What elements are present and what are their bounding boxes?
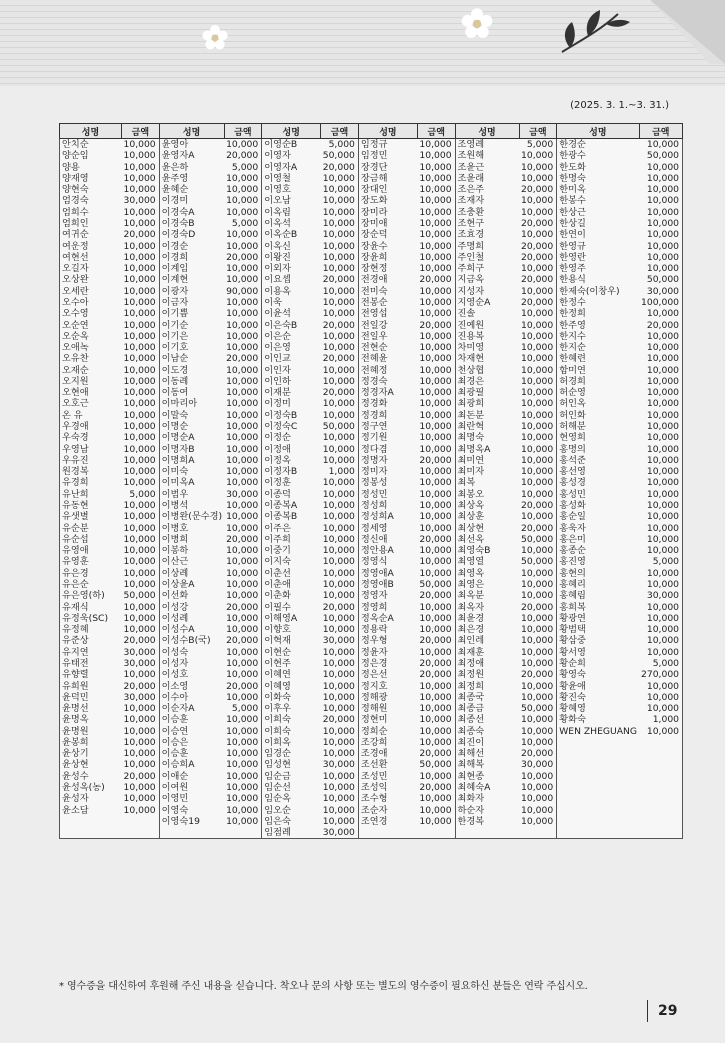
report-period: (2025. 3. 1.~3. 31.)	[570, 100, 669, 111]
header-amount: 금액	[519, 124, 557, 139]
header-name: 성명	[60, 124, 122, 139]
donor-names-col-4: 임정규 임정민 장경단 장금해 장대인 장도화 장미라 장미애 장순덕 장윤수 장윤희 장현정 전경애 전미숙 전봉순 전영섭 전일강 전일우 전현순 전혜윤 전혜정 정경숙 정경자A 정경화 정경희 정구연 정기원 정다겸 정명자 정미자 정봉성 정성민 정성희 정성희A 정세영 정신애 정안용A 정영식 정영애A 정영애B 정영자 정영희 정옥순A 정용락 정우형 정윤자 정은경 정은선 정지호 정해광 정해원 정현미 정희순 조강희 조경애 조선환 조성민 조성익 조수형 조순자 조연경	[358, 139, 417, 839]
header-amount: 금액	[417, 124, 455, 139]
donor-amounts-col-2: 10,000 20,000 5,000 10,000 10,000 10,000 10,000 5,000 10,000 10,000 20,000 10,000 10,000 90,000 10,000 10,000 10,000 10,000 10,000 20,000 10,000 10,000 10,000 10,000 10,000 10,000 10,000 10,000 10,000 10,000 10,000 30,000 10,000 10,000 10,000 20,000 10,000 10,000 10,000 10,000 10,000 20,000 10,000 10,000 20,000 10,000 10,000 10,000 20,000 10,000 5,000 10,000 10,000 10,000 10,000 10,000 10,000 10,000 10,000 10,000 10,000	[224, 139, 262, 839]
header-name: 성명	[557, 124, 639, 139]
table-body-row	[60, 139, 683, 839]
donor-amounts-col-1: 10,000 10,000 10,000 10,000 10,000 30,000 10,000 10,000 20,000 10,000 10,000 10,000 10,000 10,000 10,000 10,000 10,000 10,000 10,000 10,000 10,000 10,000 10,000 10,000 10,000 10,000 10,000 10,000 10,000 10,000 10,000 5,000 10,000 10,000 10,000 10,000 10,000 10,000 10,000 10,000 50,000 10,000 10,000 10,000 20,000 30,000 30,000 10,000 20,000 30,000 10,000 10,000 10,000 10,000 10,000 10,000 20,000 10,000 10,000 10,000	[122, 139, 160, 839]
page-number-divider	[647, 1000, 648, 1022]
header-amount: 금액	[122, 124, 160, 139]
donor-amounts-col-4: 10,000 10,000 10,000 10,000 10,000 10,000 10,000 10,000 10,000 10,000 10,000 10,000 20,000 10,000 10,000 10,000 20,000 10,000 10,000 10,000 10,000 10,000 10,000 10,000 10,000 10,000 10,000 10,000 20,000 10,000 10,000 10,000 10,000 10,000 10,000 20,000 10,000 10,000 10,000 50,000 20,000 10,000 10,000 10,000 20,000 10,000 20,000 20,000 10,000 10,000 10,000 10,000 10,000 10,000 20,000 50,000 10,000 20,000 10,000 10,000 10,000	[417, 139, 455, 839]
table-header-row	[60, 124, 683, 139]
donor-names-col-2: 윤영아 윤영자A 윤은하 윤주영 윤혜순 이경미 이경숙A 이경숙B 이경숙D 이경순 이경희 이계임 이계현 이광자 이금자 이기쁨 이기순 이기은 이기호 이남순 이도경 이동례 이동여 이마리아 이말숙 이명순 이명순A 이명자B 이명희A 이미숙 이미옥A 이범우 이병석 이병완(문수경) 이병호 이병희 이봉하 이산근 이상례 이상윤A 이선화 이성강 이성례 이성수A 이성수B(국) 이성숙 이성자 이성호 이소영 이수아 이순자A 이승훈 이승연 이승은 이승훈 이승희A 이애순 이여원 이영민 이영숙 이영숙19	[159, 139, 224, 839]
donor-amounts-col-6: 10,000 50,000 10,000 10,000 10,000 10,000 10,000 10,000 10,000 10,000 10,000 10,000 50,000 30,000 100,000 10,000 20,000 10,000 10,000 10,000 10,000 10,000 10,000 10,000 10,000 10,000 10,000 10,000 10,000 10,000 10,000 10,000 10,000 10,000 10,000 10,000 10,000 5,000 10,000 10,000 30,000 10,000 10,000 10,000 10,000 10,000 5,000 270,000 10,000 10,000 10,000 1,000 10,000	[639, 139, 683, 839]
donor-amounts-col-3: 5,000 50,000 20,000 10,000 10,000 10,000 10,000 10,000 10,000 10,000 10,000 10,000 20,000 10,000 10,000 10,000 20,000 10,000 10,000 20,000 10,000 10,000 20,000 10,000 10,000 50,000 10,000 10,000 10,000 1,000 10,000 10,000 10,000 10,000 10,000 10,000 10,000 10,000 10,000 10,000 10,000 20,000 10,000 10,000 30,000 10,000 10,000 10,000 10,000 10,000 10,000 20,000 10,000 10,000 10,000 30,000 10,000 10,000 10,000 10,000 10,000 30,000	[321, 139, 359, 839]
header-amount: 금액	[321, 124, 359, 139]
donor-table	[59, 123, 683, 839]
header-name: 성명	[159, 124, 224, 139]
header-amount: 금액	[639, 124, 683, 139]
page-number: 29	[658, 1003, 678, 1019]
page-fold-corner	[650, 0, 725, 64]
flower-icon	[201, 24, 229, 52]
donor-names-col-1: 안치순 양순임 양용 양재영 양현숙 엄경숙 엄희수 엄희인 여귀순 여운정 여현선 오길자 오상완 오세란 오수아 오수영 오순연 오순옥 오애녹 오유찬 오재순 오지원 오현애 오호근 온 유 우경애 우숙경 우영남 우유진 원경복 유경희 유난희 유동현 유샛별 유순분 유순섭 유영애 유영훈 유은경 유은순 유은영(하) 유재식 유정욱(SC) 유정혜 유준상 유지연 유태전 유향렬 유희원 윤덕민 윤명선 윤명옥 윤명원 윤봉희 윤상기 윤상현 윤성수 윤성옥(농) 윤성자 윤소담	[60, 139, 122, 839]
flower-icon-2	[460, 7, 494, 41]
footnote: * 영수증을 대신하여 후원해 주신 내용을 싣습니다. 착오나 문의 사항 또는 별도의 영수증이 필요하신 분들은 연락 주십시오.	[59, 981, 588, 992]
donor-amounts-col-5: 5,000 10,000 10,000 10,000 20,000 10,000 10,000 20,000 10,000 20,000 20,000 10,000 20,000 10,000 20,000 10,000 10,000 10,000 10,000 10,000 10,000 10,000 10,000 10,000 10,000 10,000 10,000 10,000 10,000 10,000 10,000 10,000 20,000 10,000 20,000 50,000 10,000 50,000 10,000 10,000 10,000 20,000 10,000 10,000 10,000 10,000 10,000 20,000 10,000 10,000 50,000 10,000 10,000 10,000 20,000 30,000 10,000 10,000 10,000 10,000 10,000	[519, 139, 557, 839]
header-name: 성명	[262, 124, 321, 139]
donor-names-col-6: 한경순 한광수 한도화 한명숙 한미옥 한봉수 한상근 한상길 한연이 한영규 한영란 한영주 한용식 한제숙(이창우) 한정수 한정희 한주영 한지수 한지순 한혜련 함미연 허경희 허순영 허인옥 허인화 허해분 현영희 홍명의 홍석준 홍선영 홍성경 홍성민 홍성화 홍순일 홍욱자 홍은미 홍종순 홍진영 홍현의 홍혜리 홍혜림 홍희복 황광연 황범택 황삼중 황서영 황순희 황영숙 황윤애 황진숙 황혜영 황화숙 WEN ZHEGUANG	[557, 139, 639, 839]
header-name: 성명	[455, 124, 519, 139]
donor-names-col-3: 이영순B 이영자 이영자A 이영철 이영호 이오남 이옥림 이옥석 이옥순B 이옥신 이왕진 이외자 이요셉 이용옥 이욱 이윤석 이은숙B 이은순 이은영 이인교 이인자 이인하 이재분 이정미 이정숙B 이정숙C 이정순 이정애 이정옥 이정자B 이정훈 이종덕 이종복A 이종복B 이주은 이주희 이중기 이지숙 이춘선 이춘애 이춘화 이필수 이해영A 이향호 이혁재 이현순 이현주 이혜연 이혜영 이화숙 이후우 이희숙 이희숙 이희옥 임경순 임성현 임순금 임순선 임순옥 임오순 임은숙 임점례	[262, 139, 321, 839]
donor-names-col-5: 조영례 조원해 조윤근 조윤래 조은주 조재자 조충환 조현구 조효경 주명희 주인철 주희구 지금옥 지성자 지영순A 진솔 진예원 진용복 차미영 차재현 천상협 최경은 최광필 최광희 최돈분 최란혁 최명숙 최명옥A 최미연 최미자 최복 최봉오 최상옥 최상훈 최상현 최선옥 최영숙B 최영열 최영옥 최영은 최옥분 최옥자 최윤경 최은경 최인레 최재훈 최정애 최정원 최정희 최종국 최종금 최종선 최종숙 최진이 최해선 최해복 최현종 최혜숙A 최화자 하순자 한경복	[455, 139, 519, 839]
header-name: 성명	[358, 124, 417, 139]
leaf-branch-icon	[548, 2, 638, 60]
header-amount: 금액	[224, 124, 262, 139]
